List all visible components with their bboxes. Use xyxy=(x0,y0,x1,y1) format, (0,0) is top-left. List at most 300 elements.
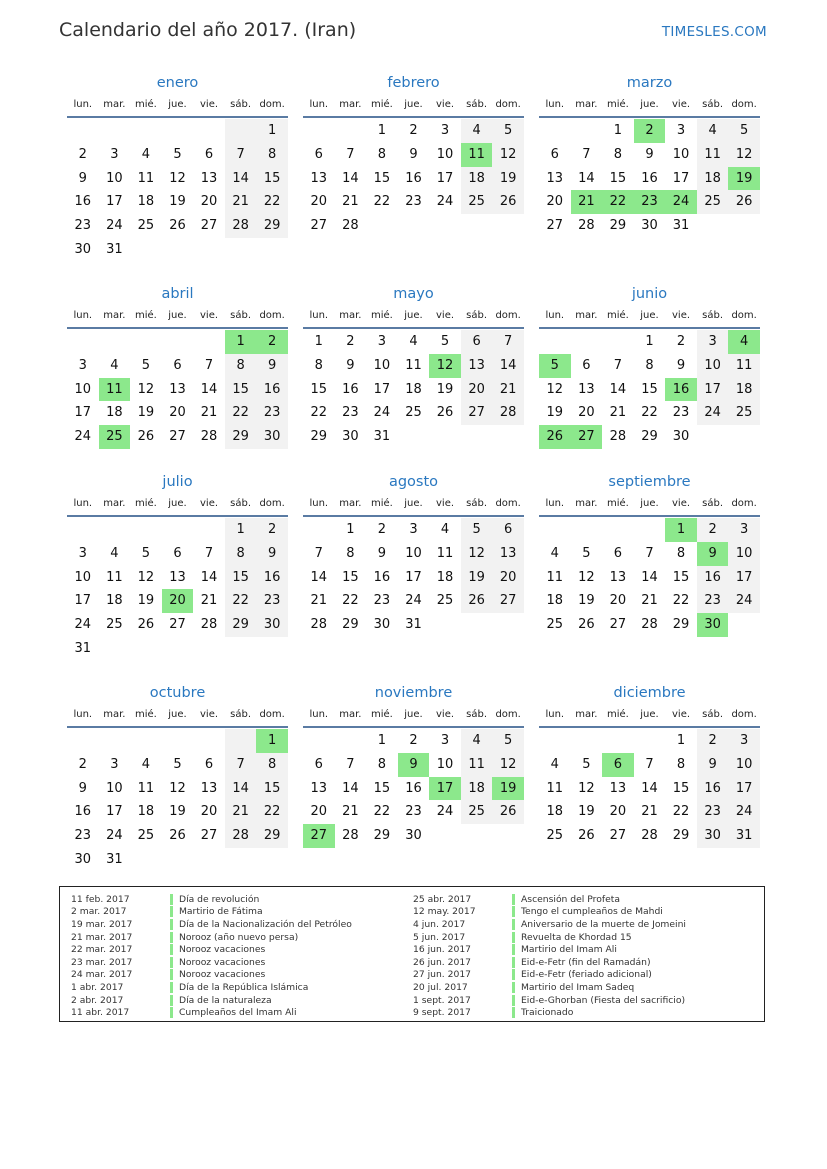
weekday-label: mié. xyxy=(606,709,629,720)
day-cell: 23 xyxy=(697,589,729,613)
day-cell: 7 xyxy=(492,330,524,354)
month-name: diciembre xyxy=(613,685,686,701)
day-cell: 8 xyxy=(377,756,387,772)
day-cell: 21 xyxy=(200,593,218,609)
legend-date: 27 jun. 2017 xyxy=(413,969,472,981)
day-grid xyxy=(67,729,288,872)
month-octubre xyxy=(67,682,288,872)
day-cell: 22 xyxy=(310,405,328,421)
empty-day-cell xyxy=(67,518,99,542)
weekday-label: vie. xyxy=(436,709,455,720)
day-cell: 4 xyxy=(440,522,450,537)
empty-day-cell xyxy=(256,637,288,661)
empty-day-cell xyxy=(256,238,288,262)
day-cell: 29 xyxy=(672,828,690,844)
day-cell: 1 xyxy=(676,733,686,748)
weekday-label: dom. xyxy=(495,498,521,509)
empty-day-cell xyxy=(193,238,225,262)
day-cell: 12 xyxy=(546,381,564,397)
day-cell: 13 xyxy=(200,780,218,796)
day-cell: 6 xyxy=(550,146,559,162)
day-cell: 18 xyxy=(728,378,760,402)
weekday-label: vie. xyxy=(436,310,455,321)
day-cell: 24 xyxy=(728,800,760,824)
day-cell: 12 xyxy=(492,143,524,167)
day-cell: 25 xyxy=(546,617,564,633)
weekday-header xyxy=(303,305,524,329)
day-cell: 28 xyxy=(342,828,359,844)
day-cell: 27 xyxy=(169,429,186,445)
day-cell: 6 xyxy=(314,146,323,162)
empty-day-cell xyxy=(193,330,225,354)
day-cell: 4 xyxy=(110,545,119,561)
day-cell: 2 xyxy=(697,518,729,542)
legend-row xyxy=(402,943,686,956)
month-name: junio xyxy=(631,286,668,302)
legend-date: 1 sept. 2017 xyxy=(413,994,471,1006)
empty-day-cell xyxy=(728,613,760,637)
day-cell: 22 xyxy=(373,804,391,820)
day-grid xyxy=(303,119,524,238)
holiday-day-cell: 16 xyxy=(665,378,697,402)
month-name: febrero xyxy=(387,75,440,91)
legend-row xyxy=(60,981,352,994)
weekday-label: jue. xyxy=(404,709,423,720)
legend-row xyxy=(402,956,686,969)
day-cell: 8 xyxy=(314,357,323,373)
weekday-label: vie. xyxy=(436,498,455,509)
day-cell: 18 xyxy=(546,593,564,609)
legend-row xyxy=(60,893,352,906)
day-cell: 15 xyxy=(342,569,359,585)
day-cell: 10 xyxy=(436,756,454,772)
legend-date: 20 jul. 2017 xyxy=(413,981,468,993)
legend-row xyxy=(402,994,686,1007)
empty-day-cell xyxy=(130,637,162,661)
day-cell: 28 xyxy=(342,218,359,234)
empty-day-cell xyxy=(539,729,571,753)
holiday-day-cell: 19 xyxy=(492,777,524,801)
weekday-label: jue. xyxy=(404,99,423,110)
day-cell: 31 xyxy=(74,640,92,656)
day-cell: 8 xyxy=(613,146,623,162)
day-cell: 23 xyxy=(256,401,288,425)
legend-holiday-name: Traicionado xyxy=(521,1007,574,1019)
day-cell: 3 xyxy=(440,123,450,138)
day-cell: 29 xyxy=(641,429,658,445)
day-cell: 22 xyxy=(641,405,658,421)
day-cell: 13 xyxy=(546,170,564,186)
day-cell: 4 xyxy=(550,545,559,561)
day-cell: 14 xyxy=(492,354,524,378)
day-cell: 27 xyxy=(492,589,524,613)
legend-date: 22 mar. 2017 xyxy=(71,944,133,956)
legend-row xyxy=(60,943,352,956)
day-cell: 23 xyxy=(74,828,92,844)
holiday-marker xyxy=(170,957,173,968)
legend-holiday-name: Revuelta de Khordad 15 xyxy=(521,931,632,943)
holiday-day-cell: 20 xyxy=(162,589,194,613)
day-cell: 29 xyxy=(225,613,257,637)
weekday-header xyxy=(539,493,760,517)
legend-row xyxy=(402,981,686,994)
weekday-label: vie. xyxy=(200,709,219,720)
legend-holiday-name: Norooz (año nuevo persa) xyxy=(179,931,299,943)
day-cell: 27 xyxy=(546,218,564,234)
day-cell: 26 xyxy=(461,589,493,613)
day-cell: 23 xyxy=(697,800,729,824)
day-cell: 29 xyxy=(373,828,391,844)
day-cell: 25 xyxy=(728,401,760,425)
weekday-label: dom. xyxy=(259,498,285,509)
day-cell: 13 xyxy=(609,569,627,585)
weekday-label: jue. xyxy=(168,709,187,720)
holiday-marker xyxy=(170,995,173,1006)
day-cell: 27 xyxy=(609,617,627,633)
day-cell: 12 xyxy=(492,753,524,777)
legend-holiday-name: Aniversario de la muerte de Jomeini xyxy=(521,918,686,930)
day-cell: 25 xyxy=(405,405,422,421)
weekday-label: lun. xyxy=(309,498,329,509)
holiday-marker xyxy=(170,919,173,930)
day-cell: 16 xyxy=(641,170,658,186)
month-mayo xyxy=(303,283,524,449)
month-name: julio xyxy=(162,474,193,490)
day-cell: 16 xyxy=(373,569,391,585)
month-agosto xyxy=(303,471,524,637)
day-cell: 25 xyxy=(461,800,493,824)
weekday-label: lun. xyxy=(545,310,565,321)
day-cell: 30 xyxy=(697,824,729,848)
day-cell: 23 xyxy=(672,405,690,421)
day-cell: 18 xyxy=(106,593,123,609)
day-cell: 26 xyxy=(578,617,595,633)
empty-day-cell xyxy=(130,330,162,354)
day-cell: 3 xyxy=(110,756,119,772)
weekday-label: sáb. xyxy=(230,709,252,720)
holiday-marker xyxy=(512,906,515,917)
holiday-marker xyxy=(170,969,173,980)
weekday-label: dom. xyxy=(495,310,521,321)
weekday-header xyxy=(67,94,288,118)
day-cell: 20 xyxy=(310,804,328,820)
day-cell: 21 xyxy=(310,593,328,609)
weekday-label: vie. xyxy=(672,310,691,321)
day-cell: 20 xyxy=(310,194,328,210)
empty-day-cell xyxy=(193,119,225,143)
legend-date: 2 mar. 2017 xyxy=(71,906,127,918)
day-cell: 22 xyxy=(256,800,288,824)
day-cell: 2 xyxy=(78,146,87,162)
day-grid xyxy=(539,729,760,848)
empty-day-cell xyxy=(461,824,493,848)
day-cell: 16 xyxy=(74,194,92,210)
day-cell: 27 xyxy=(461,401,493,425)
holiday-marker xyxy=(170,932,173,943)
empty-day-cell xyxy=(67,119,99,143)
day-cell: 10 xyxy=(672,146,690,162)
legend-holiday-name: Eid-e-Fetr (feriado adicional) xyxy=(521,969,652,981)
weekday-label: mar. xyxy=(339,99,362,110)
weekday-label: dom. xyxy=(731,709,757,720)
day-cell: 16 xyxy=(697,777,729,801)
weekday-label: dom. xyxy=(259,99,285,110)
weekday-label: vie. xyxy=(200,99,219,110)
day-cell: 29 xyxy=(609,218,627,234)
legend-column-left xyxy=(60,893,352,1019)
legend-date: 5 jun. 2017 xyxy=(413,931,466,943)
day-cell: 2 xyxy=(409,733,418,748)
day-cell: 9 xyxy=(697,753,729,777)
day-cell: 18 xyxy=(137,194,155,210)
holiday-day-cell: 27 xyxy=(571,425,603,449)
day-cell: 30 xyxy=(74,241,92,257)
holiday-marker xyxy=(170,982,173,993)
legend-holiday-name: Norooz vacaciones xyxy=(179,944,266,956)
holiday-day-cell: 26 xyxy=(539,425,571,449)
day-cell: 19 xyxy=(578,593,595,609)
weekday-label: lun. xyxy=(309,310,329,321)
empty-day-cell xyxy=(162,238,194,262)
day-cell: 30 xyxy=(672,429,690,445)
day-cell: 10 xyxy=(106,780,123,796)
weekday-label: mar. xyxy=(103,709,126,720)
day-cell: 17 xyxy=(74,405,92,421)
day-cell: 8 xyxy=(225,542,257,566)
day-cell: 5 xyxy=(173,756,182,772)
day-cell: 4 xyxy=(461,729,493,753)
holiday-day-cell: 19 xyxy=(728,167,760,191)
day-cell: 29 xyxy=(225,425,257,449)
empty-day-cell xyxy=(162,119,194,143)
day-cell: 11 xyxy=(405,357,422,373)
day-cell: 9 xyxy=(256,354,288,378)
weekday-label: sáb. xyxy=(466,310,488,321)
day-cell: 24 xyxy=(436,194,454,210)
weekday-label: lun. xyxy=(545,709,565,720)
empty-day-cell xyxy=(67,729,99,753)
empty-day-cell xyxy=(634,518,666,542)
day-cell: 11 xyxy=(461,753,493,777)
weekday-label: jue. xyxy=(640,709,659,720)
day-cell: 10 xyxy=(728,753,760,777)
day-cell: 10 xyxy=(436,146,454,162)
day-cell: 7 xyxy=(314,545,323,561)
weekday-label: mié. xyxy=(370,310,393,321)
day-cell: 16 xyxy=(74,804,92,820)
day-cell: 20 xyxy=(200,194,218,210)
day-cell: 15 xyxy=(256,167,288,191)
day-cell: 10 xyxy=(405,545,422,561)
day-cell: 23 xyxy=(74,218,92,234)
day-cell: 31 xyxy=(672,218,690,234)
weekday-label: sáb. xyxy=(702,99,724,110)
empty-day-cell xyxy=(335,729,367,753)
day-cell: 9 xyxy=(409,146,418,162)
page-title: Calendario del año 2017. (Iran) xyxy=(59,19,357,41)
day-cell: 10 xyxy=(74,569,92,585)
day-cell: 19 xyxy=(578,804,595,820)
weekday-label: lun. xyxy=(309,709,329,720)
legend-holiday-name: Día de revolución xyxy=(179,893,260,905)
weekday-label: dom. xyxy=(259,310,285,321)
holiday-day-cell: 11 xyxy=(461,143,493,167)
legend-holiday-name: Día de la Nacionalización del Petróleo xyxy=(179,918,352,930)
holiday-marker xyxy=(512,995,515,1006)
month-enero xyxy=(67,72,288,262)
legend-row xyxy=(60,1006,352,1019)
empty-day-cell xyxy=(130,119,162,143)
legend-row xyxy=(60,931,352,944)
weekday-label: lun. xyxy=(73,310,93,321)
day-cell: 2 xyxy=(377,522,387,537)
weekday-label: dom. xyxy=(731,310,757,321)
weekday-label: lun. xyxy=(73,99,93,110)
legend-date: 21 mar. 2017 xyxy=(71,931,133,943)
day-cell: 14 xyxy=(641,780,658,796)
weekday-label: sáb. xyxy=(466,99,488,110)
day-cell: 25 xyxy=(546,828,564,844)
empty-day-cell xyxy=(492,425,524,449)
weekday-label: mié. xyxy=(134,310,157,321)
empty-day-cell xyxy=(728,214,760,238)
weekday-label: mar. xyxy=(339,709,362,720)
day-cell: 15 xyxy=(373,170,391,186)
legend-row xyxy=(402,931,686,944)
day-cell: 11 xyxy=(137,780,155,796)
holiday-day-cell: 30 xyxy=(697,613,729,637)
day-cell: 10 xyxy=(74,381,92,397)
day-cell: 8 xyxy=(676,545,686,561)
weekday-label: mié. xyxy=(370,99,393,110)
weekday-label: sáb. xyxy=(466,709,488,720)
day-cell: 17 xyxy=(436,170,454,186)
holiday-marker xyxy=(512,982,515,993)
day-cell: 19 xyxy=(546,405,564,421)
day-cell: 2 xyxy=(409,123,418,138)
holiday-day-cell: 17 xyxy=(429,777,461,801)
day-cell: 8 xyxy=(377,146,387,162)
empty-day-cell xyxy=(539,330,571,354)
day-cell: 6 xyxy=(492,518,524,542)
legend-holiday-name: Ascensión del Profeta xyxy=(521,893,620,905)
day-cell: 24 xyxy=(728,589,760,613)
empty-day-cell xyxy=(571,729,603,753)
day-cell: 12 xyxy=(578,780,595,796)
empty-day-cell xyxy=(429,425,461,449)
day-cell: 4 xyxy=(409,334,418,349)
empty-day-cell xyxy=(461,214,493,238)
holiday-day-cell: 2 xyxy=(256,330,288,354)
day-cell: 10 xyxy=(106,170,123,186)
legend-column-right xyxy=(402,893,686,1019)
day-cell: 25 xyxy=(436,593,454,609)
day-cell: 16 xyxy=(256,566,288,590)
empty-day-cell xyxy=(602,518,634,542)
day-cell: 24 xyxy=(373,405,391,421)
empty-day-cell xyxy=(225,729,257,753)
day-cell: 11 xyxy=(546,569,564,585)
day-cell: 26 xyxy=(137,429,155,445)
day-cell: 7 xyxy=(582,146,591,162)
weekday-label: jue. xyxy=(404,310,423,321)
legend-holiday-name: Eid-e-Ghorban (Fiesta del sacrificio) xyxy=(521,994,686,1006)
holiday-day-cell: 27 xyxy=(303,824,335,848)
day-cell: 31 xyxy=(373,429,391,445)
day-cell: 30 xyxy=(342,429,359,445)
day-cell: 9 xyxy=(377,545,387,561)
empty-day-cell xyxy=(303,729,335,753)
day-cell: 17 xyxy=(106,194,123,210)
legend-holiday-name: Eid-e-Fetr (fin del Ramadán) xyxy=(521,956,651,968)
day-grid xyxy=(539,518,760,637)
day-cell: 6 xyxy=(204,756,214,772)
weekday-header xyxy=(303,493,524,517)
day-cell: 23 xyxy=(342,405,359,421)
day-cell: 4 xyxy=(697,119,729,143)
day-cell: 12 xyxy=(137,381,155,397)
day-cell: 1 xyxy=(225,518,257,542)
day-cell: 8 xyxy=(225,354,257,378)
day-cell: 17 xyxy=(106,804,123,820)
day-cell: 26 xyxy=(492,190,524,214)
weekday-label: dom. xyxy=(731,498,757,509)
day-cell: 27 xyxy=(200,828,218,844)
day-cell: 20 xyxy=(200,804,218,820)
day-cell: 28 xyxy=(225,824,257,848)
holiday-day-cell: 1 xyxy=(225,330,257,354)
holiday-day-cell: 23 xyxy=(634,190,666,214)
day-cell: 7 xyxy=(346,146,355,162)
empty-day-cell xyxy=(193,518,225,542)
legend-holiday-name: Norooz vacaciones xyxy=(179,969,266,981)
day-cell: 15 xyxy=(641,381,658,397)
day-cell: 7 xyxy=(225,753,257,777)
day-cell: 19 xyxy=(461,566,493,590)
day-cell: 2 xyxy=(346,334,355,349)
empty-day-cell xyxy=(256,848,288,872)
legend-row xyxy=(402,969,686,982)
empty-day-cell xyxy=(429,613,461,637)
day-cell: 14 xyxy=(342,780,359,796)
day-cell: 28 xyxy=(609,429,627,445)
day-cell: 3 xyxy=(697,330,729,354)
day-cell: 6 xyxy=(173,357,182,373)
day-cell: 25 xyxy=(106,617,123,633)
day-cell: 11 xyxy=(546,780,564,796)
empty-day-cell xyxy=(130,518,162,542)
empty-day-cell xyxy=(539,518,571,542)
holiday-marker xyxy=(170,1007,173,1018)
holiday-day-cell: 5 xyxy=(539,354,571,378)
day-cell: 3 xyxy=(78,545,87,561)
day-cell: 23 xyxy=(405,194,422,210)
day-cell: 24 xyxy=(106,828,123,844)
day-cell: 25 xyxy=(137,828,155,844)
day-cell: 19 xyxy=(169,804,186,820)
day-cell: 15 xyxy=(373,780,391,796)
day-cell: 12 xyxy=(169,780,186,796)
empty-day-cell xyxy=(99,637,131,661)
day-cell: 9 xyxy=(645,146,654,162)
day-cell: 15 xyxy=(225,566,257,590)
weekday-label: mié. xyxy=(606,498,629,509)
day-cell: 13 xyxy=(310,170,328,186)
day-cell: 5 xyxy=(492,119,524,143)
day-cell: 7 xyxy=(225,143,257,167)
site-logo-link[interactable]: TIMESLES.COM xyxy=(661,24,767,40)
day-cell: 18 xyxy=(461,777,493,801)
